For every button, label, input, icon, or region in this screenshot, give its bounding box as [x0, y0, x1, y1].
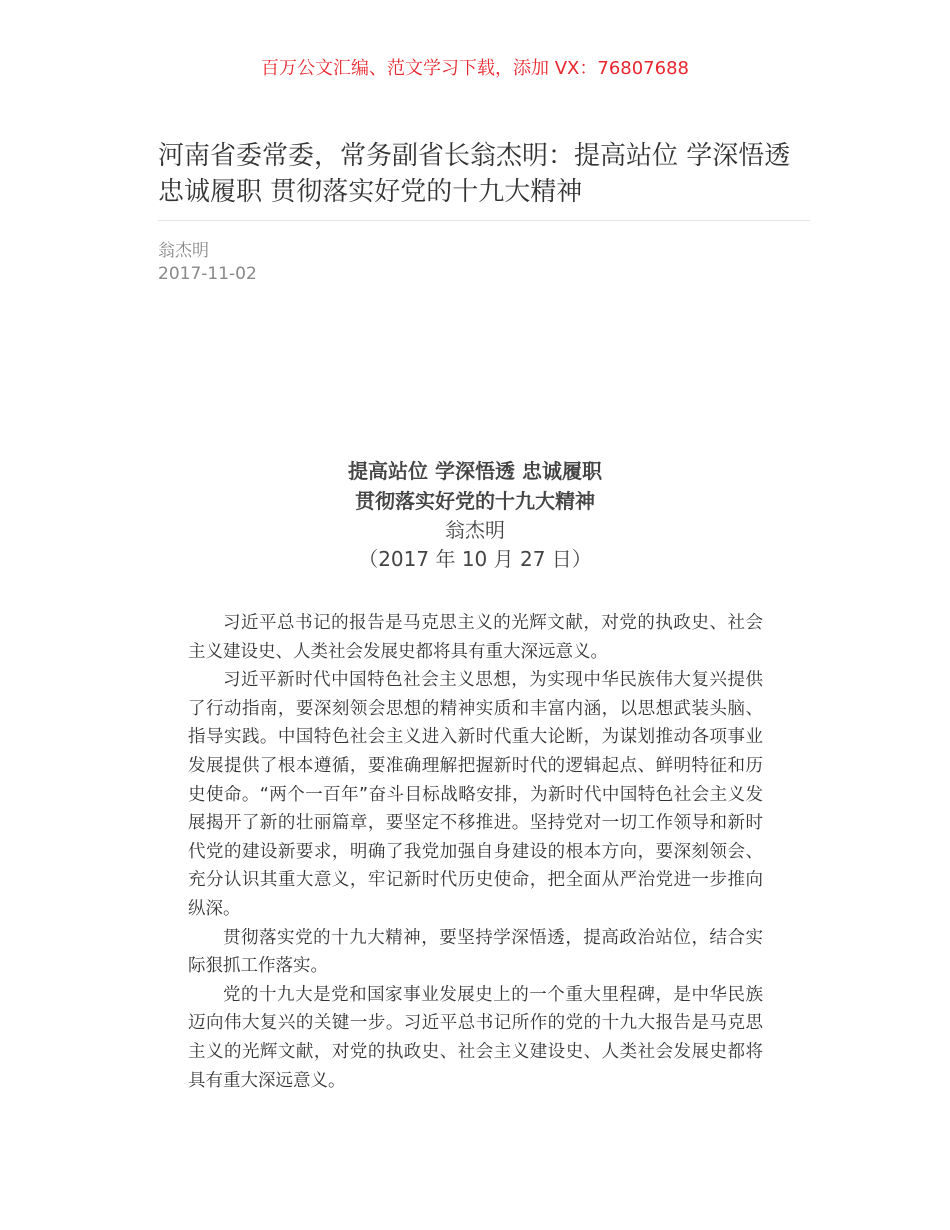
- body-paragraph: 贯彻落实党的十九大精神，要坚持学深悟透，提高政治站位，结合实际狠抓工作落实。: [188, 927, 763, 977]
- watermark-banner: 百万公文汇编、范文学习下载，添加 VX：76807688: [261, 58, 689, 79]
- title-divider: [158, 220, 810, 221]
- article-title: 河南省委常委，常务副省长翁杰明：提高站位 学深悟透 忠诚履职 贯彻落实好党的十九大精神: [158, 141, 791, 207]
- body-paragraph: 习近平新时代中国特色社会主义思想，为实现中华民族伟大复兴提供了行动指南，要深刻领会思想的精神实质和丰富内涵，以思想武装头脑、指导实践。中国特色社会主义进入新时代重大论断，为谋划推动各项事业发展提供了根本遵循，要准确理解把握新时代的逻辑起点、鲜明特征和历史使命。“两个一百年”奋斗目标战略安排，为新时代中国特色社会主义发展揭开了新的壮丽篇章，要坚定不移推进。坚持党对一切工作领导和新时代党的建设新要求，明确了我党加强自身建设的根本方向，要深刻领会、充分认识其重大意义，牢记新时代历史使命，把全面从严治党进一步推向纵深。: [188, 670, 763, 919]
- body-paragraph: 党的十九大是党和国家事业发展史上的一个重大里程碑，是中华民族迈向伟大复兴的关键一步。习近平总书记所作的党的十九大报告是马克思主义的光辉文献，对党的执政史、社会主义建设史、人类社会发展史都将具有重大深远意义。: [188, 984, 763, 1091]
- document-body: [188, 609, 763, 1095]
- document-heading-line-1: 提高站位 学深悟透 忠诚履职: [348, 459, 602, 483]
- document-heading: [0, 456, 950, 574]
- article-date: 2017-11-02: [158, 264, 257, 284]
- document-date: （2017 年 10 月 27 日）: [358, 547, 592, 571]
- article-author: 翁杰明: [158, 241, 209, 261]
- body-paragraph: 习近平总书记的报告是马克思主义的光辉文献，对党的执政史、社会主义建设史、人类社会发展史都将具有重大深远意义。: [188, 613, 763, 662]
- document-author: 翁杰明: [445, 518, 505, 542]
- document-heading-line-2: 贯彻落实好党的十九大精神: [355, 489, 595, 513]
